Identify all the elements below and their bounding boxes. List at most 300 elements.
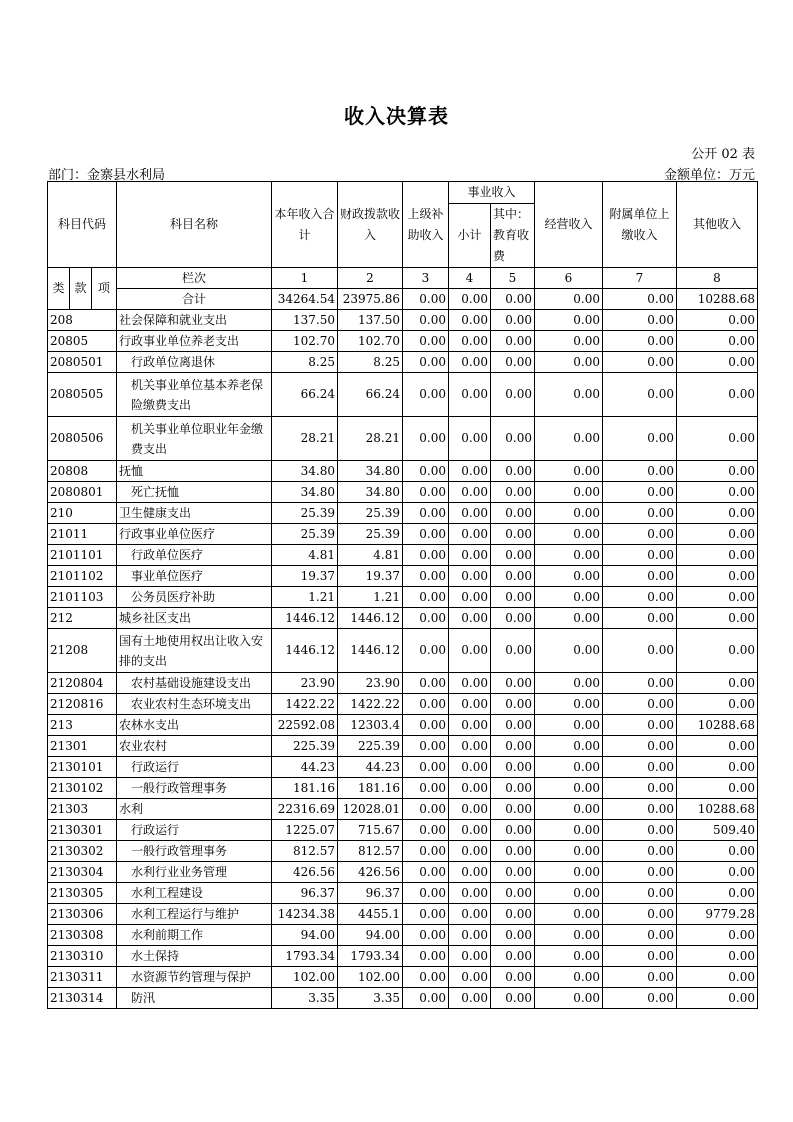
row-value: 0.00 <box>449 629 491 673</box>
row-value: 9779.28 <box>677 904 758 925</box>
row-code: 2101103 <box>48 587 117 608</box>
row-value: 19.37 <box>338 566 403 587</box>
table-row <box>48 566 758 587</box>
row-name: 卫生健康支出 <box>117 503 272 524</box>
row-value: 0.00 <box>535 778 603 799</box>
row-value: 0.00 <box>677 524 758 545</box>
row-value: 0.00 <box>491 841 535 862</box>
row-value: 0.00 <box>491 883 535 904</box>
row-value: 0.00 <box>603 841 677 862</box>
row-value: 0.00 <box>491 608 535 629</box>
row-value: 3.35 <box>272 988 338 1009</box>
row-value: 0.00 <box>535 482 603 503</box>
row-value: 0.00 <box>403 841 449 862</box>
row-value: 0.00 <box>403 417 449 461</box>
header-total-income: 本年收入合计 <box>272 182 338 268</box>
row-value: 0.00 <box>403 904 449 925</box>
row-value: 0.00 <box>535 461 603 482</box>
row-value: 0.00 <box>491 694 535 715</box>
row-value: 0.00 <box>491 799 535 820</box>
row-value: 0.00 <box>449 988 491 1009</box>
form-number: 公开 02 表 <box>691 147 755 162</box>
row-name: 社会保障和就业支出 <box>117 310 272 331</box>
total-cell: 0.00 <box>535 289 603 310</box>
row-code: 2130304 <box>48 862 117 883</box>
row-value: 0.00 <box>449 757 491 778</box>
row-value: 0.00 <box>677 778 758 799</box>
row-value: 0.00 <box>403 566 449 587</box>
row-value: 0.00 <box>603 820 677 841</box>
row-value: 0.00 <box>603 566 677 587</box>
row-value: 0.00 <box>535 862 603 883</box>
col-num: 6 <box>535 268 603 289</box>
row-value: 0.00 <box>449 715 491 736</box>
total-cell: 0.00 <box>403 289 449 310</box>
row-value: 0.00 <box>677 946 758 967</box>
row-value: 0.00 <box>403 352 449 373</box>
row-value: 0.00 <box>677 566 758 587</box>
table-row <box>48 925 758 946</box>
row-name: 机关事业单位基本养老保险缴费支出 <box>117 373 272 417</box>
table-row <box>48 841 758 862</box>
row-code: 2130102 <box>48 778 117 799</box>
row-value: 0.00 <box>449 331 491 352</box>
table-row <box>48 883 758 904</box>
row-name: 水利 <box>117 799 272 820</box>
row-name: 公务员医疗补助 <box>117 587 272 608</box>
table-row <box>48 736 758 757</box>
row-value: 1446.12 <box>338 608 403 629</box>
row-value: 102.00 <box>338 967 403 988</box>
row-value: 0.00 <box>491 503 535 524</box>
total-cell: 10288.68 <box>677 289 758 310</box>
row-name: 农村基础设施建设支出 <box>117 673 272 694</box>
row-name: 一般行政管理事务 <box>117 778 272 799</box>
row-name: 行政运行 <box>117 820 272 841</box>
row-value: 0.00 <box>449 545 491 566</box>
row-value: 0.00 <box>449 566 491 587</box>
row-value: 0.00 <box>449 482 491 503</box>
row-value: 0.00 <box>403 778 449 799</box>
row-name: 一般行政管理事务 <box>117 841 272 862</box>
row-name: 事业单位医疗 <box>117 566 272 587</box>
total-cell: 23975.86 <box>338 289 403 310</box>
department-label: 部门：金寨县水利局 <box>48 168 166 183</box>
header-fiscal: 财政拨款收入 <box>338 182 403 268</box>
row-value: 0.00 <box>535 799 603 820</box>
row-code: 21301 <box>48 736 117 757</box>
row-value: 34.80 <box>272 461 338 482</box>
row-value: 4.81 <box>338 545 403 566</box>
row-value: 0.00 <box>535 925 603 946</box>
row-value: 0.00 <box>491 862 535 883</box>
row-value: 0.00 <box>403 545 449 566</box>
row-value: 0.00 <box>535 736 603 757</box>
row-value: 34.80 <box>338 482 403 503</box>
row-value: 0.00 <box>603 310 677 331</box>
row-value: 0.00 <box>449 904 491 925</box>
row-value: 0.00 <box>403 862 449 883</box>
row-code: 2130306 <box>48 904 117 925</box>
row-value: 0.00 <box>449 841 491 862</box>
row-value: 0.00 <box>491 673 535 694</box>
row-code: 2130308 <box>48 925 117 946</box>
row-value: 66.24 <box>272 373 338 417</box>
header-other: 其他收入 <box>677 182 758 268</box>
row-name: 死亡抚恤 <box>117 482 272 503</box>
table-body <box>48 182 758 1009</box>
row-value: 0.00 <box>535 694 603 715</box>
row-value: 0.00 <box>603 988 677 1009</box>
row-value: 0.00 <box>491 967 535 988</box>
header-superior-subsidy: 上级补助收入 <box>403 182 449 268</box>
row-value: 0.00 <box>535 757 603 778</box>
row-code: 2101102 <box>48 566 117 587</box>
row-value: 0.00 <box>535 946 603 967</box>
total-label: 合计 <box>117 289 272 310</box>
row-value: 0.00 <box>603 925 677 946</box>
total-cell: 0.00 <box>491 289 535 310</box>
row-value: 0.00 <box>449 820 491 841</box>
row-value: 0.00 <box>449 862 491 883</box>
row-name: 水利前期工作 <box>117 925 272 946</box>
row-value: 0.00 <box>449 673 491 694</box>
income-table <box>47 181 758 1009</box>
row-value: 0.00 <box>535 988 603 1009</box>
row-value: 0.00 <box>603 373 677 417</box>
row-value: 0.00 <box>535 545 603 566</box>
row-value: 0.00 <box>403 608 449 629</box>
row-value: 3.35 <box>338 988 403 1009</box>
row-value: 181.16 <box>338 778 403 799</box>
row-value: 1446.12 <box>272 608 338 629</box>
row-value: 426.56 <box>338 862 403 883</box>
row-value: 0.00 <box>677 925 758 946</box>
row-code: 2130310 <box>48 946 117 967</box>
row-name: 抚恤 <box>117 461 272 482</box>
table-row <box>48 503 758 524</box>
row-value: 0.00 <box>491 352 535 373</box>
row-value: 25.39 <box>272 524 338 545</box>
row-value: 0.00 <box>491 524 535 545</box>
row-code: 2130305 <box>48 883 117 904</box>
row-name: 行政单位离退休 <box>117 352 272 373</box>
row-value: 0.00 <box>677 841 758 862</box>
row-value: 0.00 <box>449 417 491 461</box>
row-value: 1446.12 <box>338 629 403 673</box>
table-row <box>48 946 758 967</box>
row-code: 2130301 <box>48 820 117 841</box>
page-title: 收入决算表 <box>344 104 449 128</box>
row-value: 25.39 <box>338 524 403 545</box>
col-num: 5 <box>491 268 535 289</box>
row-value: 0.00 <box>535 841 603 862</box>
row-value: 0.00 <box>603 673 677 694</box>
row-value: 1422.22 <box>338 694 403 715</box>
total-cell: 0.00 <box>449 289 491 310</box>
row-value: 0.00 <box>603 946 677 967</box>
table-row <box>48 799 758 820</box>
row-value: 0.00 <box>603 461 677 482</box>
row-value: 8.25 <box>338 352 403 373</box>
table-row <box>48 778 758 799</box>
row-value: 0.00 <box>449 524 491 545</box>
row-value: 12303.4 <box>338 715 403 736</box>
total-cell: 0.00 <box>603 289 677 310</box>
row-name: 水资源节约管理与保护 <box>117 967 272 988</box>
row-name: 城乡社区支出 <box>117 608 272 629</box>
table-row <box>48 373 758 417</box>
row-value: 0.00 <box>535 608 603 629</box>
row-value: 0.00 <box>535 820 603 841</box>
row-value: 0.00 <box>403 820 449 841</box>
header-inst-subtotal: 小计 <box>449 204 491 268</box>
row-value: 0.00 <box>677 883 758 904</box>
row-value: 0.00 <box>491 373 535 417</box>
row-code: 20805 <box>48 331 117 352</box>
row-value: 0.00 <box>403 587 449 608</box>
table-row <box>48 820 758 841</box>
row-value: 96.37 <box>338 883 403 904</box>
row-value: 0.00 <box>677 673 758 694</box>
table-row <box>48 694 758 715</box>
row-value: 0.00 <box>403 967 449 988</box>
row-code: 208 <box>48 310 117 331</box>
row-name: 水土保持 <box>117 946 272 967</box>
row-code: 2080505 <box>48 373 117 417</box>
row-value: 0.00 <box>449 373 491 417</box>
row-value: 22592.08 <box>272 715 338 736</box>
row-name: 防汛 <box>117 988 272 1009</box>
table-row <box>48 545 758 566</box>
row-value: 225.39 <box>338 736 403 757</box>
col-num: 7 <box>603 268 677 289</box>
row-value: 0.00 <box>603 862 677 883</box>
row-value: 0.00 <box>403 715 449 736</box>
row-value: 1422.22 <box>272 694 338 715</box>
row-value: 0.00 <box>603 524 677 545</box>
row-value: 0.00 <box>403 331 449 352</box>
row-code: 2130311 <box>48 967 117 988</box>
header-inst-education: 其中：教育收费 <box>491 204 535 268</box>
row-value: 0.00 <box>449 352 491 373</box>
row-value: 94.00 <box>338 925 403 946</box>
header-xiang: 项 <box>92 268 117 310</box>
column-index-label: 栏次 <box>117 268 272 289</box>
row-value: 812.57 <box>338 841 403 862</box>
row-value: 0.00 <box>403 799 449 820</box>
header-row-1 <box>48 182 758 204</box>
row-value: 0.00 <box>603 629 677 673</box>
row-value: 1225.07 <box>272 820 338 841</box>
table-row <box>48 587 758 608</box>
row-value: 0.00 <box>449 310 491 331</box>
row-value: 0.00 <box>535 352 603 373</box>
row-value: 34.80 <box>338 461 403 482</box>
row-value: 0.00 <box>603 715 677 736</box>
row-name: 水利工程运行与维护 <box>117 904 272 925</box>
col-num: 8 <box>677 268 758 289</box>
header-code: 科目代码 <box>48 182 117 268</box>
row-value: 0.00 <box>677 461 758 482</box>
row-value: 0.00 <box>491 988 535 1009</box>
row-value: 1793.34 <box>338 946 403 967</box>
table-row <box>48 417 758 461</box>
row-value: 102.70 <box>272 331 338 352</box>
row-value: 0.00 <box>535 566 603 587</box>
total-cell: 34264.54 <box>272 289 338 310</box>
row-value: 0.00 <box>491 946 535 967</box>
row-value: 102.00 <box>272 967 338 988</box>
row-value: 22316.69 <box>272 799 338 820</box>
row-value: 44.23 <box>338 757 403 778</box>
row-value: 23.90 <box>338 673 403 694</box>
row-value: 426.56 <box>272 862 338 883</box>
row-value: 0.00 <box>491 587 535 608</box>
row-value: 0.00 <box>491 566 535 587</box>
row-value: 0.00 <box>603 799 677 820</box>
row-name: 国有土地使用权出让收入安排的支出 <box>117 629 272 673</box>
table-row <box>48 715 758 736</box>
row-value: 0.00 <box>449 587 491 608</box>
row-value: 0.00 <box>535 373 603 417</box>
row-value: 0.00 <box>449 925 491 946</box>
row-value: 0.00 <box>535 587 603 608</box>
col-num: 4 <box>449 268 491 289</box>
row-value: 4.81 <box>272 545 338 566</box>
row-value: 0.00 <box>677 736 758 757</box>
row-name: 水利行业业务管理 <box>117 862 272 883</box>
row-value: 0.00 <box>491 331 535 352</box>
row-value: 1793.34 <box>272 946 338 967</box>
row-value: 0.00 <box>403 503 449 524</box>
row-value: 0.00 <box>677 629 758 673</box>
row-code: 2130314 <box>48 988 117 1009</box>
table-row <box>48 757 758 778</box>
row-value: 66.24 <box>338 373 403 417</box>
row-value: 0.00 <box>449 967 491 988</box>
row-value: 0.00 <box>491 461 535 482</box>
row-value: 0.00 <box>677 694 758 715</box>
row-value: 509.40 <box>677 820 758 841</box>
row-value: 25.39 <box>272 503 338 524</box>
row-value: 0.00 <box>677 331 758 352</box>
row-value: 1.21 <box>272 587 338 608</box>
row-value: 225.39 <box>272 736 338 757</box>
row-value: 0.00 <box>491 482 535 503</box>
row-value: 0.00 <box>677 310 758 331</box>
row-value: 94.00 <box>272 925 338 946</box>
row-value: 0.00 <box>535 673 603 694</box>
row-value: 102.70 <box>338 331 403 352</box>
row-value: 0.00 <box>677 988 758 1009</box>
row-value: 0.00 <box>403 310 449 331</box>
row-value: 0.00 <box>449 736 491 757</box>
row-name: 行政运行 <box>117 757 272 778</box>
row-value: 0.00 <box>403 757 449 778</box>
row-value: 0.00 <box>603 482 677 503</box>
row-value: 0.00 <box>677 373 758 417</box>
table-row <box>48 904 758 925</box>
row-name: 农业农村生态环境支出 <box>117 694 272 715</box>
row-value: 0.00 <box>403 673 449 694</box>
row-value: 0.00 <box>603 757 677 778</box>
row-value: 0.00 <box>535 331 603 352</box>
row-value: 0.00 <box>491 925 535 946</box>
row-value: 34.80 <box>272 482 338 503</box>
row-value: 14234.38 <box>272 904 338 925</box>
row-value: 0.00 <box>449 503 491 524</box>
row-value: 0.00 <box>603 331 677 352</box>
row-code: 21011 <box>48 524 117 545</box>
row-code: 2101101 <box>48 545 117 566</box>
row-value: 0.00 <box>677 757 758 778</box>
row-value: 0.00 <box>677 608 758 629</box>
row-name: 行政事业单位医疗 <box>117 524 272 545</box>
table-row <box>48 967 758 988</box>
row-value: 12028.01 <box>338 799 403 820</box>
row-code: 2120816 <box>48 694 117 715</box>
row-value: 0.00 <box>403 988 449 1009</box>
header-operating: 经营收入 <box>535 182 603 268</box>
row-value: 0.00 <box>403 373 449 417</box>
row-value: 44.23 <box>272 757 338 778</box>
row-value: 4455.1 <box>338 904 403 925</box>
row-value: 0.00 <box>603 608 677 629</box>
row-value: 0.00 <box>535 967 603 988</box>
row-code: 2080801 <box>48 482 117 503</box>
row-value: 137.50 <box>272 310 338 331</box>
row-value: 0.00 <box>677 967 758 988</box>
col-num: 1 <box>272 268 338 289</box>
row-value: 0.00 <box>603 967 677 988</box>
row-name: 农林水支出 <box>117 715 272 736</box>
table-row <box>48 310 758 331</box>
row-value: 10288.68 <box>677 715 758 736</box>
row-value: 0.00 <box>677 503 758 524</box>
row-value: 715.67 <box>338 820 403 841</box>
row-value: 0.00 <box>535 524 603 545</box>
row-code: 213 <box>48 715 117 736</box>
row-code: 2130302 <box>48 841 117 862</box>
row-value: 0.00 <box>535 883 603 904</box>
row-value: 0.00 <box>403 925 449 946</box>
row-code: 21208 <box>48 629 117 673</box>
row-value: 0.00 <box>403 946 449 967</box>
row-value: 1446.12 <box>272 629 338 673</box>
row-value: 28.21 <box>338 417 403 461</box>
total-row <box>48 289 758 310</box>
row-value: 0.00 <box>491 736 535 757</box>
header-affiliated: 附属单位上缴收入 <box>603 182 677 268</box>
row-value: 0.00 <box>491 757 535 778</box>
unit-label: 金额单位：万元 <box>663 168 755 183</box>
row-value: 0.00 <box>603 587 677 608</box>
row-name: 行政单位医疗 <box>117 545 272 566</box>
row-value: 0.00 <box>449 799 491 820</box>
row-value: 0.00 <box>677 545 758 566</box>
row-value: 19.37 <box>272 566 338 587</box>
table-row <box>48 862 758 883</box>
row-value: 0.00 <box>677 862 758 883</box>
row-value: 0.00 <box>677 352 758 373</box>
row-value: 0.00 <box>535 715 603 736</box>
row-value: 0.00 <box>403 482 449 503</box>
table-row <box>48 352 758 373</box>
row-value: 0.00 <box>603 352 677 373</box>
row-value: 23.90 <box>272 673 338 694</box>
table-row <box>48 331 758 352</box>
